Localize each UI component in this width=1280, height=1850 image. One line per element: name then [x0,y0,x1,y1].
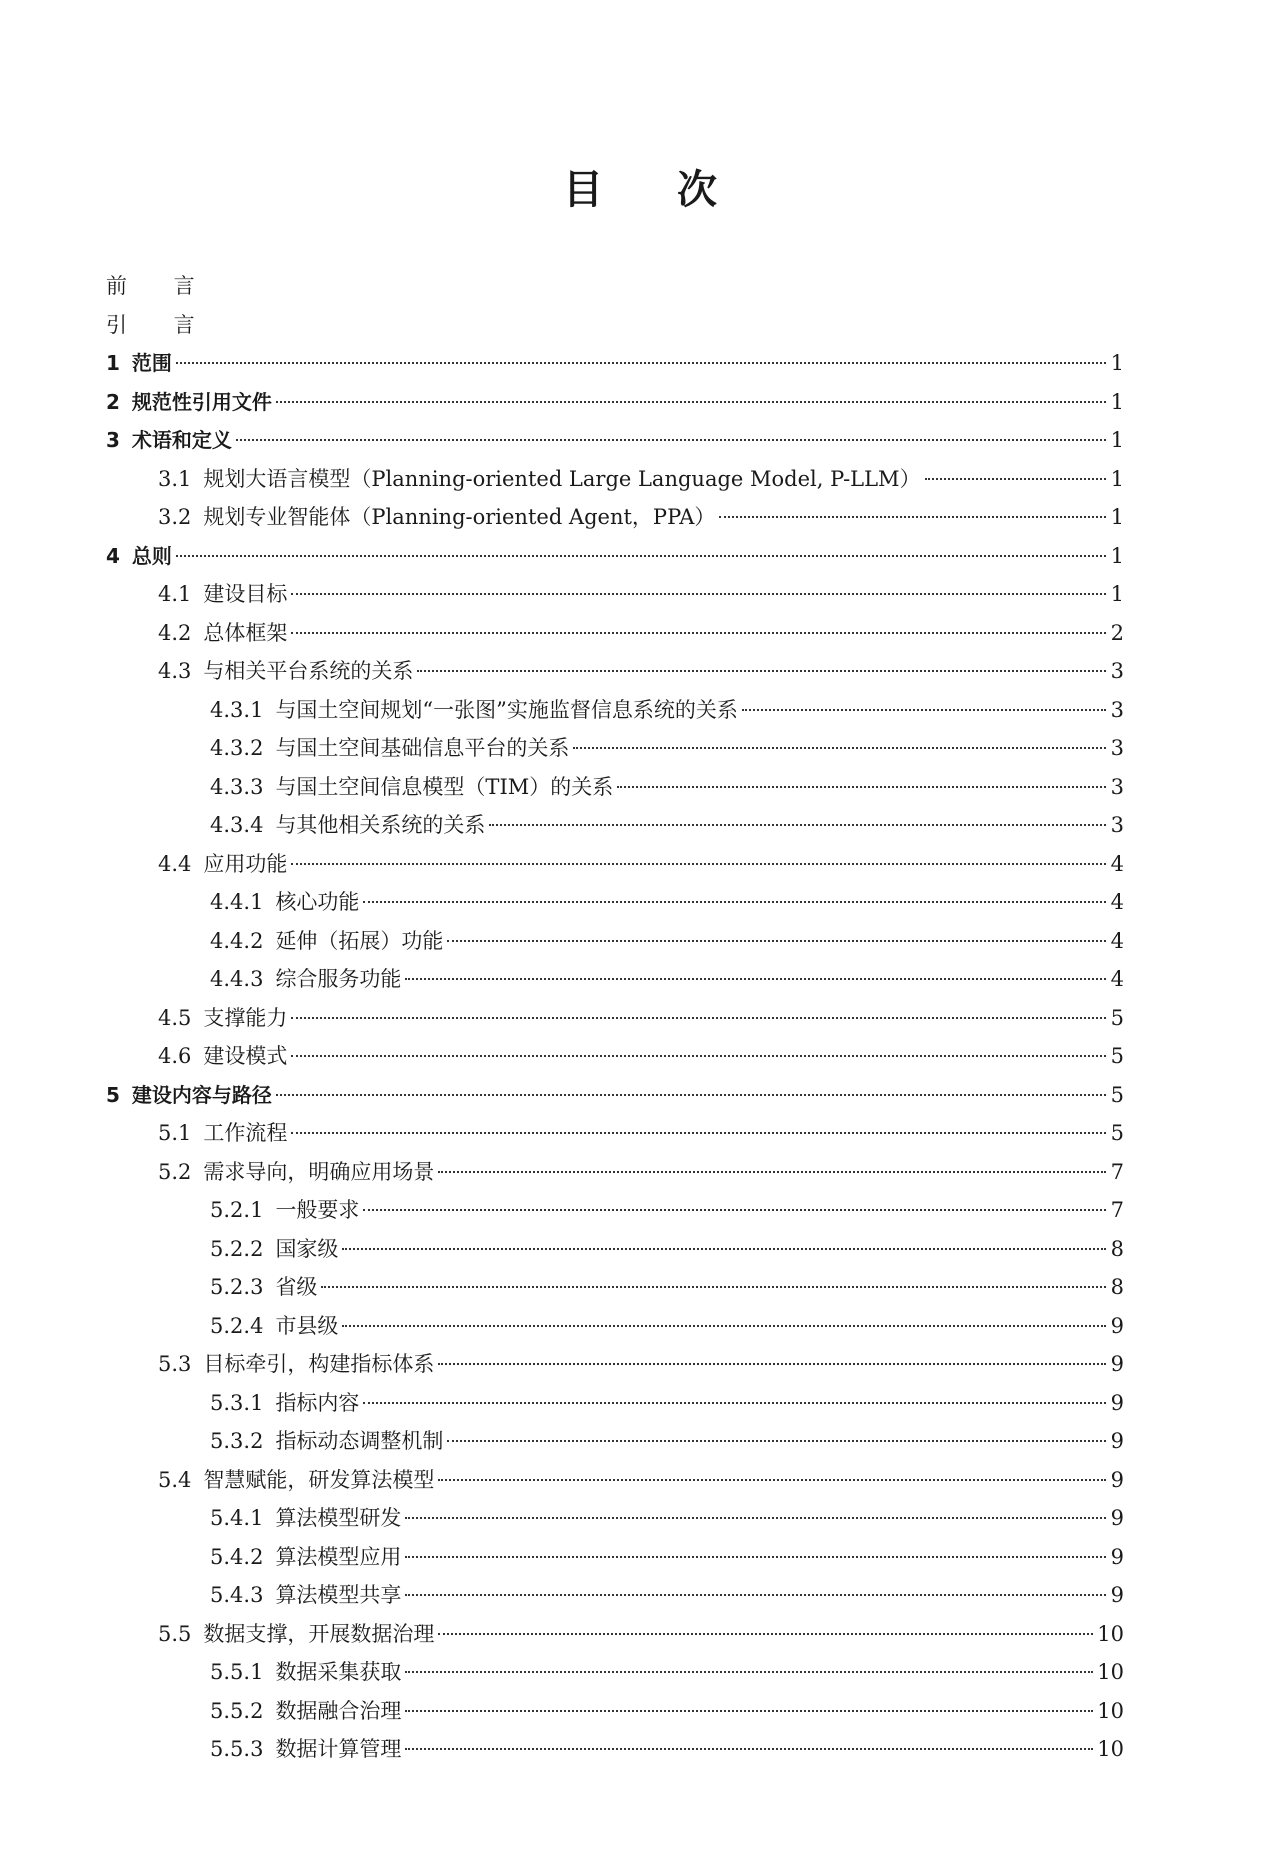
toc-entry[interactable] [106,575,1124,614]
toc-entry-number: 5.4.2 [210,1544,264,1569]
toc-entry-text: 智慧赋能，研发算法模型 [203,1467,435,1492]
toc-entry[interactable] [106,1345,1124,1384]
toc-entry[interactable] [106,267,1124,306]
toc-entry[interactable] [106,1422,1124,1461]
toc-entry-text: 与国土空间基础信息平台的关系 [275,736,570,760]
toc-entry-text: 数据支撑，开展数据治理 [203,1621,435,1646]
toc-entry-text: 综合服务功能 [275,967,402,991]
toc-entry[interactable] [106,845,1124,884]
toc-entry-number: 4.2 [158,620,192,645]
toc-entry-text: 总则 [131,543,172,568]
dot-leader [363,1402,1106,1404]
toc-entry-page: 10 [1097,1698,1124,1723]
toc-entry[interactable] [106,1615,1124,1654]
toc-entry-label [106,537,172,576]
toc-entry-text: 算法模型应用 [275,1544,402,1569]
dot-leader [925,478,1106,480]
toc-entry-text: 工作流程 [203,1121,288,1145]
toc-entry-text: 术语和定义 [131,428,232,452]
toc-entry-label [210,1230,338,1269]
toc-entry[interactable] [106,1114,1124,1153]
dot-leader [489,824,1106,826]
toc-entry-page: 9 [1110,1544,1124,1569]
toc-entry[interactable] [106,1499,1124,1538]
toc-entry-number: 5.4.1 [210,1506,264,1530]
toc-entry-number: 5.2.4 [210,1313,264,1338]
toc-entry[interactable] [106,999,1124,1038]
toc-entry-label [158,498,715,537]
toc-entry-label [210,806,485,845]
toc-entry[interactable] [106,1191,1124,1230]
dot-leader [276,1094,1106,1096]
toc-entry-text: 与相关平台系统的关系 [203,659,414,683]
toc-entry[interactable] [106,652,1124,691]
dot-leader [405,1594,1106,1596]
dot-leader [617,786,1106,788]
toc-entry-page: 1 [1110,351,1124,375]
toc-entry-label [210,960,401,999]
toc-entry[interactable] [106,960,1124,999]
toc-entry-number: 4.3.4 [210,813,264,837]
toc-entry-number: 5.2.1 [210,1198,264,1222]
toc-entry[interactable] [106,1153,1124,1192]
dot-leader [438,1633,1093,1635]
dot-leader [447,940,1106,942]
toc-entry-label [158,1114,287,1153]
toc-entry-label [210,729,569,768]
toc-entry-label [106,306,215,345]
toc-entry-number: 5.1 [158,1121,192,1145]
toc-entry-label [210,1191,359,1230]
toc-entry-number: 4.4.1 [210,890,264,914]
toc-entry-number: 5.2.3 [210,1275,264,1299]
toc-entry[interactable] [106,1730,1124,1769]
toc-entry-number: 2 [106,389,120,414]
dot-leader [405,978,1106,980]
toc-entry-label [158,1037,287,1076]
toc-entry[interactable] [106,691,1124,730]
toc-entry-label [158,1615,434,1654]
dot-leader [447,1440,1106,1442]
toc-entry-label [158,1461,434,1500]
toc-entry-number: 5 [106,1082,120,1107]
dot-leader [321,1286,1106,1288]
toc-entry-text: 数据计算管理 [275,1737,402,1761]
toc-entry-label [210,1499,401,1538]
toc-entry-text: 范围 [131,351,172,375]
toc-entry-label [210,883,359,922]
toc-entry-number: 4.5 [158,1005,192,1030]
toc-entry-text: 建设内容与路径 [131,1082,272,1107]
toc-entry-page: 8 [1110,1236,1124,1261]
toc-entry-label [158,652,413,691]
toc-entry-number: 5.4.3 [210,1583,264,1607]
dot-leader [176,555,1106,557]
toc-entry-page: 1 [1110,582,1124,606]
toc-entry-label [210,922,443,961]
toc-entry-label [106,421,232,460]
toc-entry-page: 2 [1110,620,1124,645]
dot-leader [438,1363,1106,1365]
toc-entry-text: 算法模型共享 [275,1583,402,1607]
toc-entry-text: 与国土空间信息模型（TIM）的关系 [275,774,614,799]
toc-entry-label [210,1692,401,1731]
toc-entry-text: 前 言 [106,274,215,298]
toc-entry[interactable] [106,1076,1124,1115]
toc-entry-label [210,1422,443,1461]
toc-entry-text: 指标内容 [275,1390,360,1415]
toc-entry-page: 4 [1110,851,1124,876]
toc-entry-text: 数据融合治理 [275,1698,402,1723]
toc-entry-number: 4.3.3 [210,774,264,799]
toc-entry-number: 4.3.1 [210,697,264,722]
toc-entry-label [106,267,215,306]
toc-entry[interactable] [106,614,1124,653]
dot-leader [405,1710,1093,1712]
toc-entry-text: 总体框架 [203,620,288,645]
toc-entry-label [210,1268,317,1307]
dot-leader [363,901,1106,903]
toc-entry[interactable] [106,1268,1124,1307]
toc-entry-label [210,1653,401,1692]
toc-entry[interactable] [106,922,1124,961]
dot-leader [405,1556,1106,1558]
toc-entry-label [158,575,287,614]
toc-entry-text: 支撑能力 [203,1005,288,1030]
toc-entry[interactable] [106,1461,1124,1500]
toc-entry-page: 10 [1097,1660,1124,1684]
toc-entry-page: 7 [1110,1198,1124,1222]
toc-entry-text: 规划专业智能体（Planning-oriented Agent，PPA） [203,505,716,529]
dot-leader [342,1325,1106,1327]
toc-entry-page: 1 [1110,428,1124,452]
toc-entry-number: 5.2 [158,1159,192,1184]
toc-entry-label [158,1153,434,1192]
dot-leader [405,1748,1093,1750]
dot-leader [276,401,1106,403]
toc-entry-text: 算法模型研发 [275,1506,402,1530]
toc-entry-number: 5.3 [158,1352,192,1376]
toc-entry-page: 3 [1110,697,1124,722]
toc-entry-text: 与国土空间规划“一张图”实施监督信息系统的关系 [275,697,738,722]
dot-leader [363,1209,1106,1211]
toc-entry-page: 7 [1110,1159,1124,1184]
toc-entry-text: 核心功能 [275,890,360,914]
toc-entry-page: 4 [1110,967,1124,991]
toc-entry-text: 建设模式 [203,1044,288,1068]
toc-entry-label [158,1345,434,1384]
toc-entry[interactable] [106,1037,1124,1076]
dot-leader [291,632,1106,634]
toc-entry-number: 4.4.3 [210,967,264,991]
toc-entry-text: 规划大语言模型（Planning-oriented Large Language Model, P-LLM） [203,466,921,491]
toc-entry-number: 3.2 [158,505,192,529]
toc-entry-label [210,768,613,807]
toc-entry-text: 数据采集获取 [275,1660,402,1684]
toc-entry[interactable] [106,768,1124,807]
toc-entry-text: 应用功能 [203,851,288,876]
toc-entry-text: 规范性引用文件 [131,389,272,414]
toc-entry-text: 延伸（拓展）功能 [275,928,444,953]
toc-entry[interactable] [106,306,1124,345]
toc-entry[interactable] [106,1384,1124,1423]
toc-entry-number: 5.5.1 [210,1660,264,1684]
toc-entry-label [106,383,272,422]
toc-entry-label [210,1307,338,1346]
toc-entry-page: 3 [1110,736,1124,760]
toc-entry[interactable] [106,460,1124,499]
toc-entry[interactable] [106,1576,1124,1615]
dot-leader [438,1171,1106,1173]
toc-entry-label [158,460,921,499]
toc-entry-number: 4 [106,543,120,568]
table-of-contents [106,267,1124,1769]
dot-leader [291,1017,1106,1019]
toc-entry-page: 5 [1110,1044,1124,1068]
toc-entry-number: 4.6 [158,1044,192,1068]
toc-entry-label [158,999,287,1038]
toc-entry-label [210,1538,401,1577]
toc-entry[interactable] [106,729,1124,768]
dot-leader [291,1055,1106,1057]
toc-entry-number: 4.3 [158,659,192,683]
toc-entry-label [210,1576,401,1615]
dot-leader [291,1132,1106,1134]
toc-entry-label [210,691,738,730]
toc-entry[interactable] [106,344,1124,383]
toc-entry-text: 引 言 [106,312,215,337]
toc-entry[interactable] [106,806,1124,845]
toc-entry-page: 4 [1110,890,1124,914]
toc-entry-label [210,1730,401,1769]
toc-entry-number: 4.4.2 [210,928,264,953]
toc-entry-text: 国家级 [275,1236,339,1261]
toc-entry-page: 10 [1097,1621,1124,1646]
toc-entry-page: 3 [1110,813,1124,837]
toc-entry-page: 5 [1110,1082,1124,1107]
toc-entry-page: 3 [1110,774,1124,799]
toc-entry[interactable] [106,1538,1124,1577]
toc-entry-number: 4.1 [158,582,192,606]
dot-leader [405,1671,1093,1673]
toc-entry-page: 1 [1110,543,1124,568]
toc-entry-label [106,1076,272,1115]
toc-entry-number: 3 [106,428,120,452]
toc-entry-page: 9 [1110,1352,1124,1376]
toc-entry-number: 5.5.2 [210,1698,264,1723]
toc-entry-page: 9 [1110,1506,1124,1530]
toc-entry-number: 5.2.2 [210,1236,264,1261]
toc-entry-text: 目标牵引，构建指标体系 [203,1352,435,1376]
toc-entry-text: 省级 [275,1275,318,1299]
toc-entry-page: 9 [1110,1467,1124,1492]
toc-entry-page: 5 [1110,1121,1124,1145]
toc-entry-page: 9 [1110,1390,1124,1415]
toc-entry-page: 1 [1110,466,1124,491]
dot-leader [342,1248,1106,1250]
toc-entry-page: 1 [1110,505,1124,529]
toc-entry-page: 10 [1097,1737,1124,1761]
toc-entry-text: 需求导向，明确应用场景 [203,1159,435,1184]
dot-leader [438,1479,1106,1481]
toc-entry-text: 指标动态调整机制 [275,1429,444,1453]
toc-entry[interactable] [106,883,1124,922]
toc-entry-label [106,344,172,383]
toc-entry-number: 5.5 [158,1621,192,1646]
dot-leader [573,747,1106,749]
toc-entry-number: 5.4 [158,1467,192,1492]
toc-entry[interactable] [106,1307,1124,1346]
toc-entry-page: 5 [1110,1005,1124,1030]
toc-entry[interactable] [106,383,1124,422]
dot-leader [236,439,1106,441]
toc-entry-text: 一般要求 [275,1198,360,1222]
toc-entry-number: 5.3.2 [210,1429,264,1453]
toc-entry-number: 1 [106,351,120,375]
toc-entry-label [210,1384,359,1423]
page-title: 目 次 [563,167,747,213]
toc-entry-page: 9 [1110,1429,1124,1453]
dot-leader [742,709,1106,711]
dot-leader [291,593,1106,595]
toc-entry-text: 市县级 [275,1313,339,1338]
dot-leader [719,516,1106,518]
toc-entry-number: 4.4 [158,851,192,876]
toc-entry-page: 1 [1110,389,1124,414]
toc-entry-label [158,845,287,884]
toc-entry-page: 9 [1110,1583,1124,1607]
toc-entry[interactable] [106,498,1124,537]
toc-entry-page: 4 [1110,928,1124,953]
toc-entry[interactable] [106,1653,1124,1692]
toc-entry-number: 4.3.2 [210,736,264,760]
toc-entry-page: 3 [1110,659,1124,683]
toc-entry-number: 5.5.3 [210,1737,264,1761]
toc-entry-number: 3.1 [158,466,192,491]
toc-entry-page: 9 [1110,1313,1124,1338]
dot-leader [176,362,1106,364]
toc-entry[interactable] [106,1692,1124,1731]
toc-entry[interactable] [106,1230,1124,1269]
toc-entry-text: 建设目标 [203,582,288,606]
dot-leader [405,1517,1106,1519]
toc-entry-label [158,614,287,653]
toc-entry[interactable] [106,537,1124,576]
dot-leader [417,670,1106,672]
toc-entry-page: 8 [1110,1275,1124,1299]
toc-entry-number: 5.3.1 [210,1390,264,1415]
toc-entry-text: 与其他相关系统的关系 [275,813,486,837]
dot-leader [291,863,1106,865]
toc-entry[interactable] [106,421,1124,460]
